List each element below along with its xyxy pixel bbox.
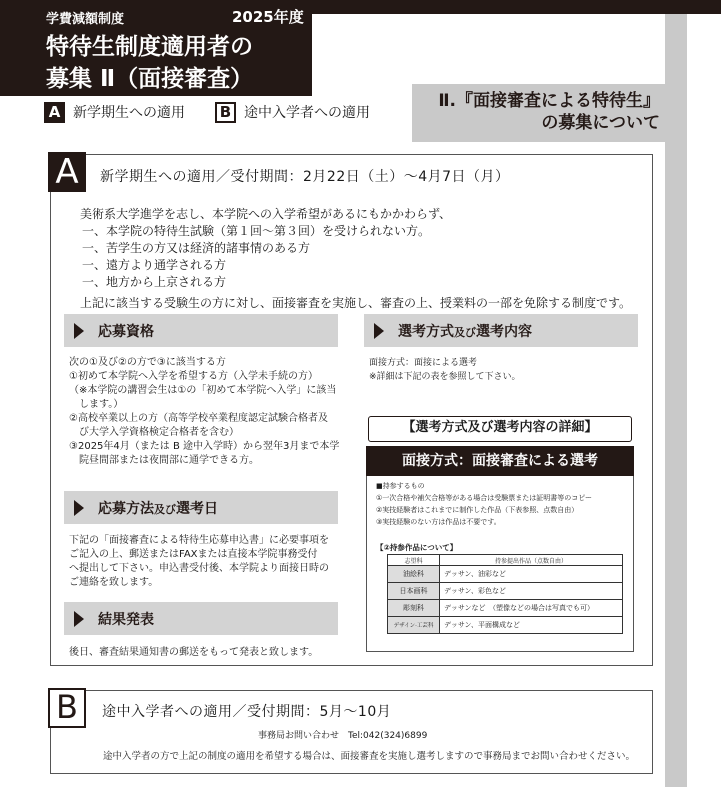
section-b-text: 途中入学者の方で上記の制度の適用を希望する場合は、面接審査を実施し選考しますので事務局までお問い合わせください。	[103, 751, 636, 762]
details-items	[376, 480, 592, 528]
intro-line: 一、遠方より通学される方	[82, 258, 227, 272]
table-cell-dept: 彫刻科	[388, 600, 440, 617]
eligibility-line: ②高校卒業以上の方（高等学校卒業程度認定試験合格者及	[69, 413, 328, 424]
section-b-contact: 事務局お問い合わせ Tel:042(324)6899	[258, 731, 428, 741]
header-block	[0, 0, 312, 96]
details-title: 【選考方式及び選考内容の詳細】	[368, 416, 632, 442]
selection-body	[369, 356, 521, 384]
triangle-icon	[74, 611, 84, 627]
tab-a-label: 新学期生への適用	[73, 105, 185, 121]
table-row	[388, 617, 623, 634]
triangle-icon	[74, 500, 84, 516]
details-item: ②実技経験者はこれまでに制作した作品（下表参照、点数自由）	[376, 506, 579, 514]
eligibility-title: 応募資格	[98, 323, 154, 340]
table-cell-dept: 日本画科	[388, 583, 440, 600]
section-title-line1: Ⅱ.『面接審査による特待生』	[438, 91, 660, 111]
right-grey-column	[665, 14, 687, 787]
section-title-line2: の募集について	[541, 113, 660, 133]
section-tabs	[44, 100, 400, 124]
works-title: 【②持参作品について】	[376, 543, 458, 552]
details-item: ③実技経験のない方は作品は不要です。	[376, 518, 501, 526]
table-row	[388, 600, 623, 617]
table-cell-works: デッサンなど （塑像などの場合は写真でも可）	[440, 600, 623, 617]
table-cell-works: デッサン、平面構成など	[440, 617, 623, 634]
selection-header	[364, 314, 638, 347]
intro-line: 上記に該当する受験生の方に対し、面接審査を実施し、審査の上、授業料の一部を免除する制度です。	[80, 296, 632, 310]
details-item: ■持参するもの	[376, 482, 425, 490]
results-text: 後日、審査結果通知書の郵送をもって発表と致します。	[69, 647, 319, 658]
selection-line: 面接方式：面接による選考	[369, 358, 478, 368]
header-title-line2: 募集 Ⅱ（面接審査）	[46, 66, 254, 92]
section-title	[420, 90, 660, 134]
results-header	[64, 602, 338, 635]
intro-line: 美術系大学進学を志し、本学院への入学希望があるにもかかわらず、	[80, 207, 452, 221]
works-table	[387, 554, 623, 634]
eligibility-line: 次の①及び②の方で③に該当する方	[69, 357, 226, 368]
table-cell-dept: 油絵科	[388, 566, 440, 583]
eligibility-header	[64, 314, 338, 347]
eligibility-line: します。）	[69, 399, 124, 410]
method-line: へ提出して下さい。申込書受付後、本学院より面接日時の	[69, 563, 329, 574]
table-header: 志望科	[388, 555, 440, 566]
eligibility-body	[69, 356, 339, 468]
tab-b-letter: B	[215, 102, 236, 123]
table-header-row	[388, 555, 623, 566]
table-row	[388, 583, 623, 600]
table-cell-works: デッサン、彩色など	[440, 583, 623, 600]
triangle-icon	[374, 323, 384, 339]
section-a-heading: 新学期生への適用／受付期間：2月22日（土）〜4月7日（月）	[100, 169, 510, 185]
header-small-title: 学費減額制度	[46, 12, 125, 27]
details-head: 面接方式：面接審査による選考	[366, 446, 634, 476]
method-line: 下記の「面接審査による特待生応募申込書」に必要事項を	[69, 535, 329, 546]
header-title-line1: 特待生制度適用者の	[46, 34, 253, 60]
triangle-icon	[74, 323, 84, 339]
section-b-letter: B	[48, 688, 86, 728]
selection-line: ※詳細は下記の表を参照して下さい。	[369, 372, 521, 382]
eligibility-line: 院昼間部または夜間部に通学できる方。	[69, 455, 259, 466]
header-band	[312, 0, 721, 14]
eligibility-line: ①初めて本学院へ入学を希望する方（入学未手続の方）	[69, 371, 318, 382]
intro-line: 一、苦学生の方又は経済的諸事情のある方	[82, 241, 311, 255]
tab-b	[215, 102, 370, 123]
tab-a	[44, 102, 185, 123]
eligibility-line: （※本学院の講習会生は①の「初めて本学院へ入学」に該当	[69, 385, 337, 396]
intro-line: 一、地方から上京される方	[82, 275, 227, 289]
tab-b-label: 途中入学者への適用	[244, 105, 370, 121]
section-a-intro	[80, 206, 631, 312]
section-b-heading: 途中入学者への適用／受付期間：5月〜10月	[102, 704, 392, 720]
header-year: 2025年度	[232, 8, 304, 26]
table-cell-works: デッサン、油彩など	[440, 566, 623, 583]
method-line: ご連絡を致します。	[69, 577, 159, 588]
tab-a-letter: A	[44, 102, 65, 123]
table-row	[388, 566, 623, 583]
method-line: ご記入の上、郵送またはFAXまたは直接本学院事務受付	[69, 549, 318, 560]
eligibility-line: ③2025年4月（または B 途中入学時）から翌年3月まで本学	[69, 441, 340, 452]
table-cell-dept: デザイン·工芸科	[388, 617, 440, 634]
selection-title: 選考方式及び選考内容	[398, 323, 532, 340]
intro-line: 一、本学院の特待生試験（第１回〜第３回）を受けられない方。	[82, 224, 431, 238]
eligibility-line: び大学入学資格検定合格者を含む）	[69, 427, 239, 438]
section-a-letter: A	[48, 152, 86, 192]
details-item: ①一次合格や補欠合格等がある場合は受験票または証明書等のコピー	[376, 494, 592, 502]
method-title: 応募方法及び選考日	[98, 500, 218, 517]
method-header	[64, 491, 338, 524]
method-body	[69, 534, 329, 590]
table-header: 持参提出作品（点数自由）	[440, 555, 623, 566]
results-title: 結果発表	[98, 611, 154, 628]
